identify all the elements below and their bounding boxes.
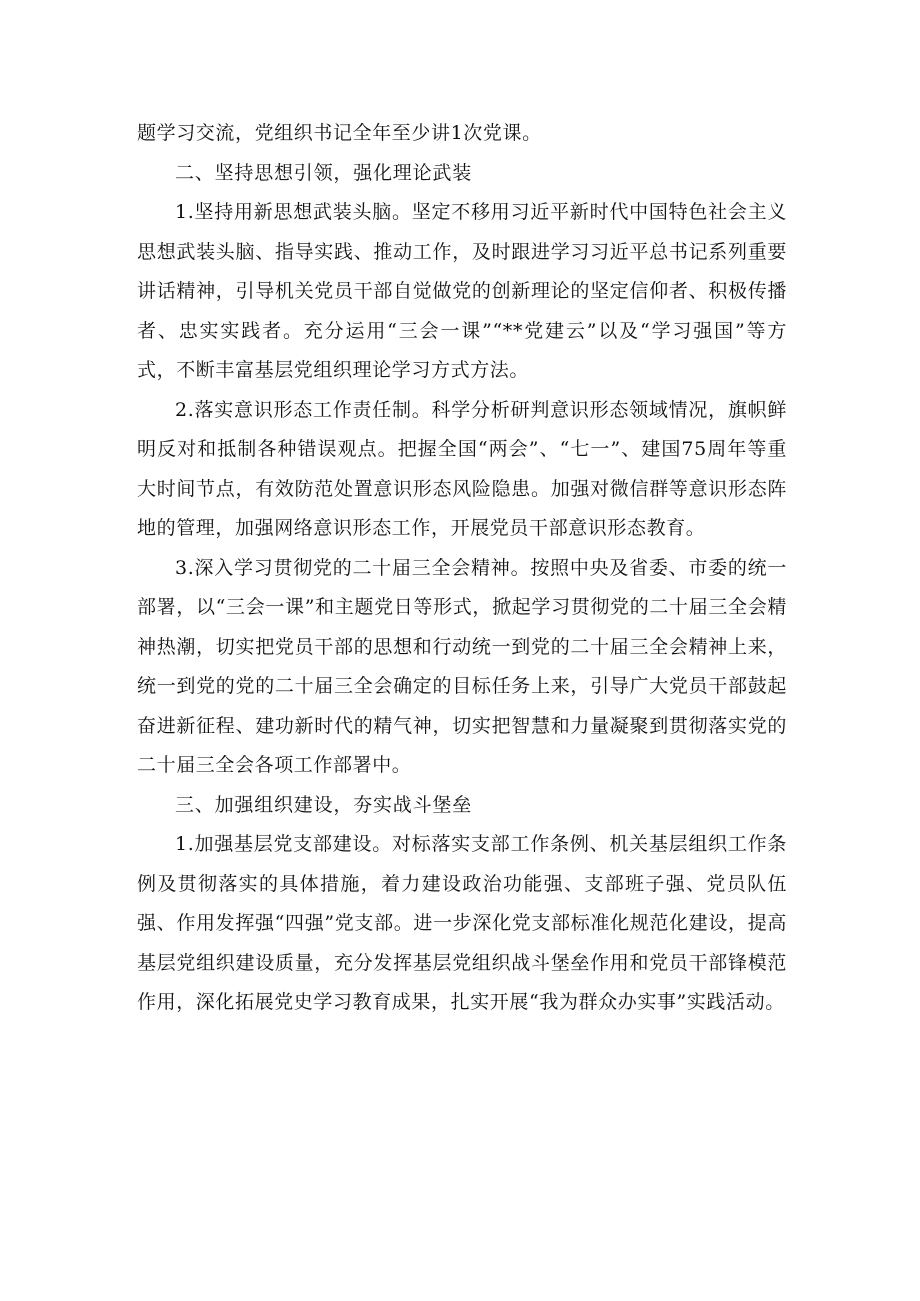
section-2-item-2: 2.落实意识形态工作责任制。科学分析研判意识形态领域情况，旗帜鲜明反对和抵制各种错误观点。把握全国“两会”、“七一”、建国75周年等重大时间节点，有效防范处置意识形态风险隐患。加强对微信群等意识形态阵地的管理，加强网络意识形态工作，开展党员干部意识形态教育。 [137,398,787,539]
section-3-heading: 三、加强组织建设，夯实战斗堡垒 [175,793,473,816]
document-body [137,114,787,1023]
section-3-item-1: 1.加强基层党支部建设。对标落实支部工作条例、机关基层组织工作条例及贯彻落实的具体措施，着力建设政治功能强、支部班子强、党员队伍强、作用发挥强“四强”党支部。进一步深化党支部标准化规范化建设，提高基层党组织建设质量，充分发挥基层党组织战斗堡垒作用和党员干部锋模范作用，深化拓展党史学习教育成果，扎实开展“我为群众办实事”实践活动。 [137,833,787,1013]
section-2-heading: 二、坚持思想引领，强化理论武装 [175,161,473,184]
section-2-item-3: 3.深入学习贯彻党的二十届三全会精神。按照中央及省委、市委的统一部署，以“三会一课”和主题党日等形式，掀起学习贯彻党的二十届三全会精神热潮，切实把党员干部的思想和行动统一到党的二十届三全会精神上来，统一到党的党的二十届三全会确定的目标任务上来，引导广大党员干部鼓起奋进新征程、建功新时代的精气神，切实把智慧和力量凝聚到贯彻落实党的二十届三全会各项工作部署中。 [137,556,787,776]
continuation-paragraph: 题学习交流，党组织书记全年至少讲1次党课。 [137,122,542,144]
section-2-item-1: 1.坚持用新思想武装头脑。坚定不移用习近平新时代中国特色社会主义思想武装头脑、指导实践、推动工作，及时跟进学习习近平总书记系列重要讲话精神，引导机关党员干部自觉做党的创新理论的坚定信仰者、积极传播者、忠实实践者。充分运用“三会一课”“**党建云”以及“学习强国”等方式，不断丰富基层党组织理论学习方式方法。 [137,201,787,381]
